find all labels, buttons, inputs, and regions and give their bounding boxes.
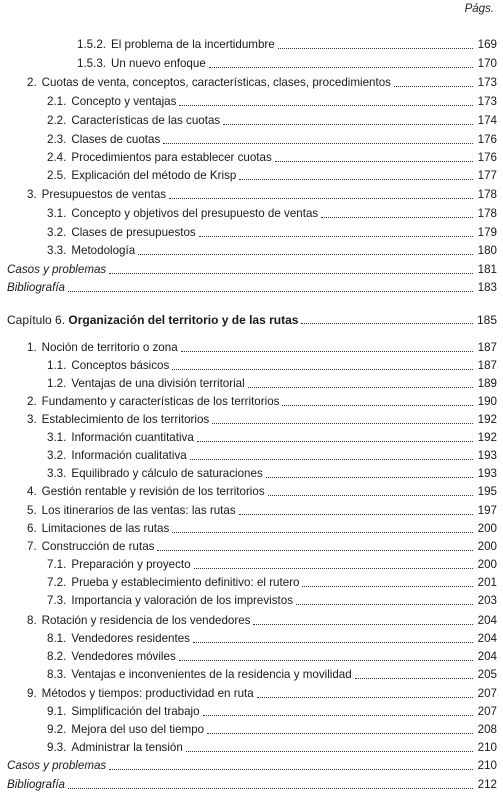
toc-entry (47, 702, 497, 719)
toc-entry-number: 1.5.2. (77, 38, 107, 51)
toc-entry-number: 2. (27, 76, 37, 89)
toc-entry-number: 1.2. (47, 377, 67, 390)
page-number: 203 (477, 594, 497, 607)
toc-entry (47, 573, 497, 590)
toc-entry-label (47, 723, 205, 737)
toc-entry-title: Vendedores residentes (71, 632, 190, 645)
page-number: 176 (477, 133, 497, 146)
toc-entry-title: Casos y problemas (7, 759, 107, 772)
toc-entry-title: Simplificación del trabajo (71, 705, 200, 718)
toc-entry-number: 7.1. (47, 558, 67, 571)
toc-entry (47, 464, 497, 481)
toc-entry-number: 9.1. (47, 705, 67, 718)
toc-entry-title: Preparación y proyecto (71, 558, 191, 571)
toc-entry-title: Administrar la tensión (71, 741, 183, 754)
dot-leader (163, 143, 473, 144)
toc-entry-title: Importancia y valoración de los imprevistos (71, 594, 294, 607)
page-number: 210 (477, 759, 497, 772)
toc-entry-number: 8.3. (47, 668, 67, 681)
toc-entry-label (47, 377, 246, 391)
dot-leader (109, 273, 473, 274)
toc-entry (47, 241, 497, 258)
toc-entry-title: Cuotas de venta, conceptos, características, clases, procedimientos (41, 76, 391, 89)
toc-entry-title: Noción de territorio o zona (41, 341, 178, 354)
toc-entry-number: 2.4. (47, 151, 67, 164)
toc-entry-title: Clases de presupuestos (71, 226, 196, 239)
toc-entry (47, 374, 497, 391)
dot-leader (186, 751, 473, 752)
dot-leader (179, 105, 473, 106)
page-number: 205 (477, 668, 497, 681)
toc-entry-label (47, 594, 294, 608)
toc-entry-label (7, 778, 66, 792)
toc-entry (27, 482, 497, 499)
toc-entry-label (47, 431, 195, 445)
toc-entry-label (7, 263, 107, 277)
page-number: 195 (477, 485, 497, 498)
toc-entry-title: Prueba y establecimiento definitivo: el rutero (71, 576, 300, 589)
toc-entry (47, 223, 497, 240)
toc-entry-number: 3.3. (47, 244, 67, 257)
toc-entry-label (47, 114, 221, 128)
toc-entry-label (47, 668, 353, 682)
toc-entry-title: El problema de la incertidumbre (111, 38, 275, 51)
toc-entry (47, 148, 497, 165)
toc-entry-label (47, 741, 184, 755)
toc-entry-label (47, 467, 264, 481)
toc-entry-label (7, 759, 107, 773)
toc-entry-label (7, 313, 299, 327)
toc-entry-title: Clases de cuotas (71, 133, 161, 146)
toc-entry (47, 166, 497, 183)
toc-entry-number: 9. (27, 687, 37, 700)
page-number: 208 (477, 723, 497, 736)
page-number: 204 (477, 614, 497, 627)
toc-entry (27, 611, 497, 628)
toc-entry-title: Métodos y tiempos: productividad en ruta (41, 687, 254, 700)
dot-leader (157, 550, 473, 551)
page-number: 200 (477, 558, 497, 571)
toc-entry-label (77, 38, 276, 52)
toc-entry-title: Ventajas e inconvenientes de la residencia y movilidad (71, 668, 352, 681)
toc-entry-label (27, 76, 392, 90)
toc-entry-number: 4. (27, 485, 37, 498)
dot-leader (109, 769, 473, 770)
chapter-heading (7, 310, 497, 327)
toc-entry-label (27, 395, 280, 409)
toc-entry (47, 446, 497, 463)
toc-entry-label (47, 244, 136, 258)
page-number: 178 (477, 207, 497, 220)
page-number: 183 (477, 281, 497, 294)
dot-leader (253, 624, 473, 625)
page-number: 170 (477, 57, 497, 70)
dot-leader (394, 86, 473, 87)
dot-leader (138, 254, 473, 255)
toc-entry-title: Características de las cuotas (71, 114, 221, 127)
page-number: 207 (477, 687, 497, 700)
dot-leader (355, 678, 473, 679)
dot-leader (193, 642, 473, 643)
toc-entry-label (27, 504, 237, 518)
page-number: 200 (477, 522, 497, 535)
page-number: 174 (477, 114, 497, 127)
dot-leader (169, 198, 473, 199)
toc-entry (7, 260, 497, 277)
dot-leader (190, 459, 473, 460)
dot-leader (197, 441, 473, 442)
toc-entry-number: 3. (27, 413, 37, 426)
toc-entry-number: 9.3. (47, 741, 67, 754)
toc-entry-number: 1.5.3. (77, 57, 107, 70)
toc-entry-number: 3.2. (47, 226, 67, 239)
toc-entry-title: Información cualitativa (71, 449, 187, 462)
page-number: 177 (477, 169, 497, 182)
toc-entry-title: Los itinerarios de las ventas: las rutas (41, 504, 236, 517)
toc-entry (47, 591, 497, 608)
dot-leader (282, 405, 473, 406)
toc-entry-label (47, 449, 188, 463)
dot-leader (172, 369, 473, 370)
toc-entry (27, 392, 497, 409)
toc-entry-title: Un nuevo enfoque (111, 57, 206, 70)
toc-entry-title: Conceptos básicos (71, 359, 170, 372)
toc-entry-title: Mejora del uso del tiempo (71, 723, 205, 736)
dot-leader (266, 477, 473, 478)
toc-entry (7, 756, 497, 773)
page-number: 197 (477, 504, 497, 517)
toc-entry-label (77, 57, 207, 71)
toc-entry-title: Procedimientos para establecer cuotas (71, 151, 272, 164)
toc-entry-number: 2.3. (47, 133, 67, 146)
page-number: 176 (477, 151, 497, 164)
page-number: 192 (477, 431, 497, 444)
toc-entry-label (47, 133, 161, 147)
dot-leader (207, 733, 473, 734)
dot-leader (209, 67, 473, 68)
toc-entry-number: 3.1. (47, 431, 67, 444)
dot-leader (278, 48, 473, 49)
toc-entry-title: Concepto y ventajas (71, 95, 177, 108)
toc-entry (7, 775, 497, 792)
toc-entry (47, 428, 497, 445)
toc-entry-number: 1. (27, 341, 37, 354)
toc-entry-number: 3.2. (47, 449, 67, 462)
page-number: 192 (477, 413, 497, 426)
toc-entry-label (27, 188, 167, 202)
page-number: 187 (477, 341, 497, 354)
dot-leader (239, 179, 473, 180)
page-number: 173 (477, 95, 497, 108)
page-number: 173 (477, 76, 497, 89)
toc-entry-number: 2.1. (47, 95, 67, 108)
dot-leader (199, 236, 473, 237)
toc-entry (47, 738, 497, 755)
toc-entry-number: 9.2. (47, 723, 67, 736)
toc-entry-number: 7.3. (47, 594, 67, 607)
toc-entry-title: Presupuestos de ventas (41, 188, 167, 201)
toc-entry-title: Construcción de rutas (41, 540, 155, 553)
toc-entry-title: Metodología (71, 244, 136, 257)
toc-entry-number: 8. (27, 614, 37, 627)
toc-entry (27, 338, 497, 355)
dot-leader (301, 323, 473, 324)
dot-leader (296, 604, 473, 605)
toc-entry-title: Establecimiento de los territorios (41, 413, 210, 426)
chapter-title: Organización del territorio y de las rutas (68, 313, 299, 327)
dot-leader (68, 788, 473, 789)
toc-entry (27, 537, 497, 554)
toc-entry-label (47, 359, 170, 373)
toc-entry (27, 501, 497, 518)
toc-entry (47, 92, 497, 109)
toc-entry-number: 1.1. (47, 359, 67, 372)
toc-entry (27, 73, 497, 90)
toc-entry-label (27, 540, 155, 554)
toc-entry (47, 555, 497, 572)
page-number: 193 (477, 467, 497, 480)
toc-entry-number: 8.1. (47, 632, 67, 645)
toc-entry-title: Capítulo 6. (7, 313, 66, 327)
toc-entry (27, 519, 497, 536)
toc-entry-label (47, 558, 192, 572)
page-number: 180 (477, 244, 497, 257)
dot-leader (239, 514, 473, 515)
toc-entry-label (47, 169, 237, 183)
page-number: 201 (477, 576, 497, 589)
toc-entry-number: 3. (27, 188, 37, 201)
toc-entry (47, 204, 497, 221)
toc-entry (47, 629, 497, 646)
page-number: 178 (477, 188, 497, 201)
toc-entry-title: Casos y problemas (7, 263, 107, 276)
page-number: 189 (477, 377, 497, 390)
toc-entry-title: Bibliografía (7, 778, 66, 791)
toc-entry (47, 111, 497, 128)
toc-entry (47, 665, 497, 682)
toc-entry-title: Vendedores móviles (71, 650, 176, 663)
toc-entry (47, 356, 497, 373)
page-number: 204 (477, 632, 497, 645)
toc-entry-number: 5. (27, 504, 37, 517)
toc-entry-title: Fundamento y características de los territorios (41, 395, 280, 408)
dot-leader (212, 423, 473, 424)
toc-entry-label (27, 522, 170, 536)
toc-entry-number: 7.2. (47, 576, 67, 589)
toc-entry-label (27, 413, 210, 427)
dot-leader (181, 351, 473, 352)
toc-entry-number: 8.2. (47, 650, 67, 663)
page-number: 210 (477, 741, 497, 754)
page-number: 207 (477, 705, 497, 718)
dot-leader (275, 161, 473, 162)
toc-entry (27, 185, 497, 202)
dot-leader (172, 532, 473, 533)
dot-leader (248, 387, 473, 388)
dot-leader (321, 217, 473, 218)
toc-entry-number: 2. (27, 395, 37, 408)
page-number: 204 (477, 650, 497, 663)
toc-entry (77, 35, 497, 52)
toc-entry-title: Concepto y objetivos del presupuesto de ventas (71, 207, 319, 220)
toc-entry-label (7, 281, 66, 295)
page-number: 212 (477, 778, 497, 791)
toc-entry-label (47, 207, 319, 221)
toc-entry-title: Explicación del método de Krisp (71, 169, 237, 182)
dot-leader (194, 568, 473, 569)
page-number: 181 (477, 263, 497, 276)
page-number: 200 (477, 540, 497, 553)
page-number: 169 (477, 38, 497, 51)
toc-entry-label (27, 485, 266, 499)
toc-entry (7, 278, 497, 295)
dot-leader (257, 697, 473, 698)
toc-entry-number: 7. (27, 540, 37, 553)
dot-leader (302, 586, 473, 587)
toc-entry-title: Limitaciones de las rutas (41, 522, 170, 535)
toc-entry-label (47, 705, 201, 719)
toc-entry (27, 410, 497, 427)
toc-entry-label (47, 151, 273, 165)
toc-entry (47, 130, 497, 147)
toc-entry-label (47, 576, 300, 590)
toc-entry (77, 54, 497, 71)
toc-entry-label (27, 687, 255, 701)
toc-entry-title: Gestión rentable y revisión de los territorios (41, 485, 265, 498)
toc-entry-title: Rotación y residencia de los vendedores (41, 614, 251, 627)
toc-entry-title: Bibliografía (7, 281, 66, 294)
toc-entry-title: Información cuantitativa (71, 431, 194, 444)
toc-entry-label (27, 341, 179, 355)
toc-entry-label (47, 650, 177, 664)
pages-column-header: Págs. (464, 3, 494, 15)
toc-entry-label (47, 226, 197, 240)
page-number: 190 (477, 395, 497, 408)
toc-entry (47, 647, 497, 664)
toc-entry-title: Ventajas de una división territorial (71, 377, 245, 390)
dot-leader (223, 124, 473, 125)
toc-entry-number: 2.2. (47, 114, 67, 127)
dot-leader (203, 715, 473, 716)
toc-entry (47, 720, 497, 737)
toc-entry (27, 684, 497, 701)
dot-leader (179, 660, 473, 661)
page-number: 179 (477, 226, 497, 239)
dot-leader (268, 495, 473, 496)
toc-entry-number: 3.3. (47, 467, 67, 480)
toc-entry-number: 6. (27, 522, 37, 535)
toc-entry-label (47, 95, 177, 109)
page-number: 193 (477, 449, 497, 462)
toc-entry-number: 3.1. (47, 207, 67, 220)
dot-leader (68, 291, 473, 292)
page-number: 185 (476, 313, 497, 327)
toc-entry-label (27, 614, 251, 628)
toc-entry-label (47, 632, 191, 646)
toc-entry-title: Equilibrado y cálculo de saturaciones (71, 467, 263, 480)
page-number: 187 (477, 359, 497, 372)
toc-entry-number: 2.5. (47, 169, 67, 182)
